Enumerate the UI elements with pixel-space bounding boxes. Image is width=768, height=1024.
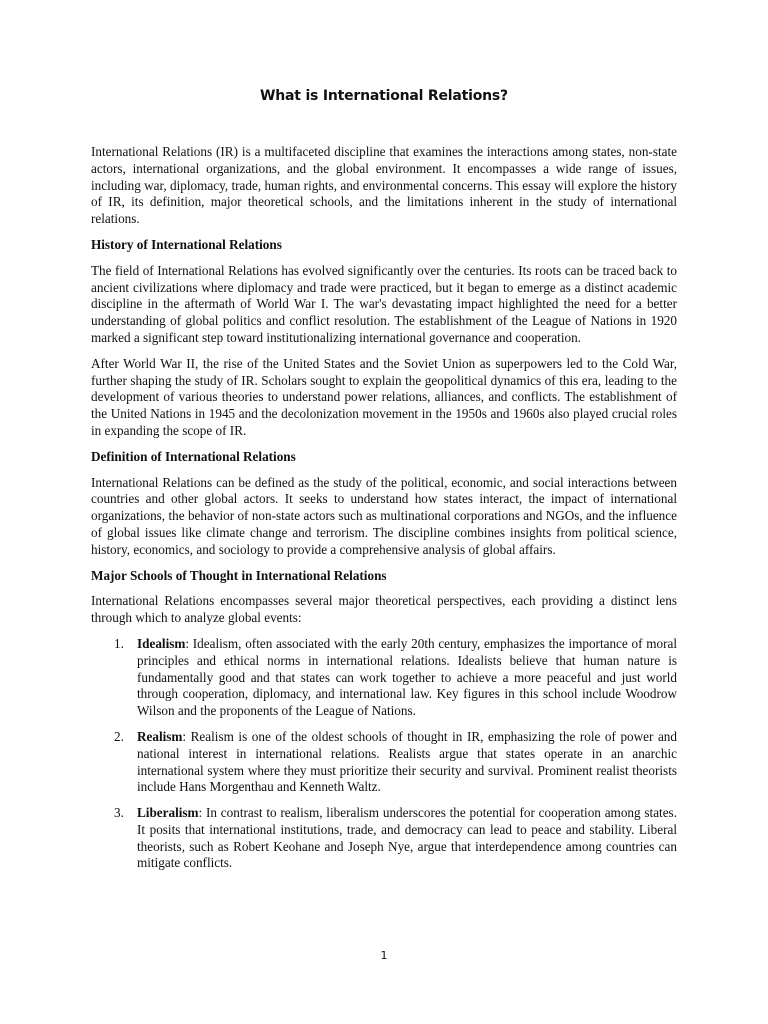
list-item (91, 805, 677, 872)
section-heading-definition: Definition of International Relations (91, 448, 296, 464)
section-heading-history: History of International Relations (91, 236, 282, 252)
page-number: 1 (380, 949, 388, 962)
list-item-number: 1. (114, 635, 124, 651)
definition-paragraph: International Relations can be defined as the study of the political, economic, and social interactions between countries and other global actors. It seeks to understand how states interact, the impact of international organizations, the behavior of non-state actors such as multinational corporations and NGOs, and the influence of global issues like climate change and terrorism. The discipline combines insights from political science, history, economics, and sociology to provide a comprehensive analysis of global affairs. (91, 474, 677, 557)
list-item-text: : Idealism, often associated with the early 20th century, emphasizes the importance of moral principles and ethical norms in international relations. Idealists believe that human nature is fundamentally good and that states can work together to achieve a more peaceful and just world through cooperation, diplomacy, and international law. Key figures in this school include Woodrow Wilson and the proponents of the League of Nations. (137, 635, 677, 719)
list-item (91, 729, 677, 796)
schools-list (91, 636, 677, 872)
list-item-text: : Realism is one of the oldest schools of thought in IR, emphasizing the role of power and national interest in international relations. Realists argue that states operate in an anarchic international system where they must prioritize their security and survival. Prominent realist theorists include Hans Morgenthau and Kenneth Waltz. (137, 728, 677, 795)
schools-intro-paragraph: International Relations encompasses several major theoretical perspectives, each providing a distinct lens through which to analyze global events: (91, 593, 677, 626)
history-paragraph-2: After World War II, the rise of the United States and the Soviet Union as superpowers led to the Cold War, further shaping the study of IR. Scholars sought to explain the geopolitical dynamics of this era, leading to the development of various theories to understand power relations, alliances, and conflicts. The establishment of the United Nations in 1945 and the decolonization movement in the 1950s and 1960s also played crucial roles in expanding the scope of IR. (91, 355, 677, 438)
list-item-text: : In contrast to realism, liberalism underscores the potential for cooperation among states. It posits that international institutions, trade, and democracy can lead to peace and stability. Liberal theorists, such as Robert Keohane and Joseph Nye, argue that interdependence among countries can mitigate conflicts. (137, 805, 677, 871)
list-item-term: Realism (137, 728, 183, 744)
list-item-number: 2. (114, 728, 124, 744)
list-item-term: Liberalism (137, 805, 199, 821)
section-heading-schools: Major Schools of Thought in International Relations (91, 567, 387, 583)
document-body (91, 144, 677, 881)
list-item (91, 636, 677, 720)
intro-paragraph: International Relations (IR) is a multifaceted discipline that examines the interactions among states, non-state actors, international organizations, and the global environment. It encompasses a wide range of issues, including war, diplomacy, trade, human rights, and environmental concerns. This essay will explore the history of IR, its definition, major theoretical schools, and the limitations inherent in the study of international relations. (91, 144, 677, 227)
document-title: What is International Relations? (260, 88, 508, 104)
history-paragraph-1: The field of International Relations has evolved significantly over the centuries. Its roots can be traced back to ancient civilizations where diplomacy and trade were practiced, but it began to emerge as a distinct academic discipline in the aftermath of World War I. The war's devastating impact highlighted the need for a better understanding of global politics and conflict resolution. The establishment of the League of Nations in 1920 marked a significant step toward institutionalizing international governance and cooperation. (91, 262, 677, 345)
list-item-number: 3. (114, 805, 124, 821)
list-item-term: Idealism (137, 635, 186, 651)
